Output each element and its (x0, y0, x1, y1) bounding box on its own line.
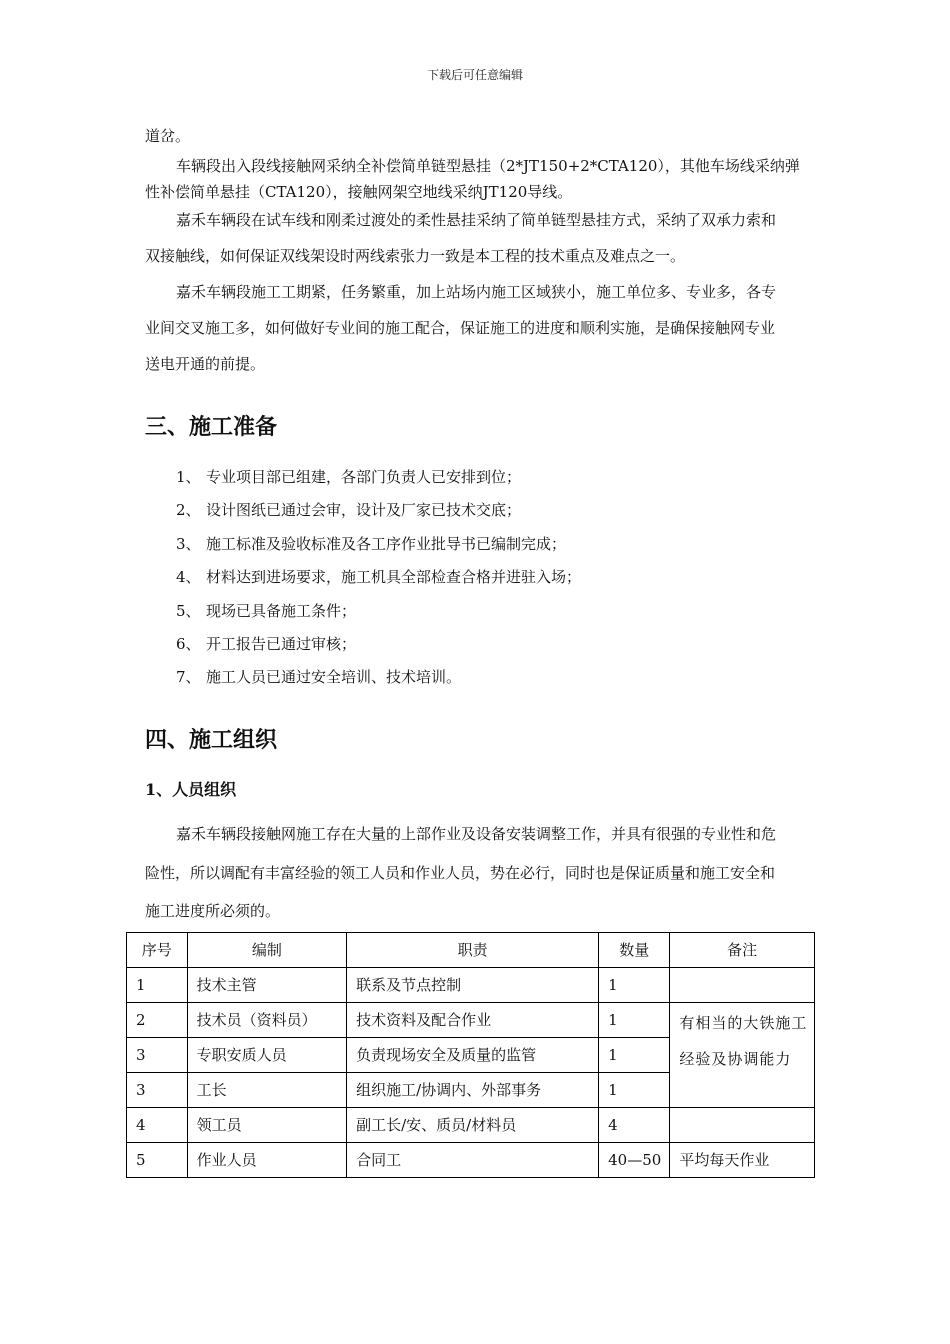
table-note-cell: 有相当的大铁施工经验及协调能力 (670, 1003, 815, 1108)
list-item (176, 570, 581, 585)
paragraph-text: 嘉禾车辆段接触网施工存在大量的上部作业及设备安装调整工作，并具有很强的专业性和危 (176, 825, 777, 843)
table-cell: 联系及节点控制 (347, 968, 599, 1003)
table-cell: 合同工 (347, 1143, 599, 1178)
list-number: 4、 (176, 568, 201, 586)
list-item (176, 604, 356, 619)
table-cell: 1 (599, 1003, 670, 1038)
table-row (127, 1143, 815, 1178)
subsection-title-staffing: 1、人员组织 (145, 780, 237, 799)
table-header-cell: 职责 (347, 933, 599, 968)
list-text: 开工报告已通过审核； (206, 635, 357, 653)
table-cell: 负责现场安全及质量的监管 (347, 1038, 599, 1073)
table-header-row (127, 933, 815, 968)
list-number: 7、 (176, 668, 201, 686)
table-cell: 技术主管 (187, 968, 347, 1003)
list-item (176, 537, 566, 552)
table-cell: 40—50 (599, 1143, 670, 1178)
list-number: 1、 (176, 468, 201, 486)
table-cell: 技术员（资料员） (187, 1003, 347, 1038)
table-cell: 3 (127, 1038, 188, 1073)
table-cell-empty (670, 1108, 815, 1143)
table-cell: 1 (599, 968, 670, 1003)
section-title-preparation: 三、施工准备 (145, 414, 278, 440)
table-row (127, 1003, 815, 1038)
paragraph-text: 险性，所以调配有丰富经验的领工人员和作业人员，势在必行，同时也是保证质量和施工安全和 (145, 864, 776, 882)
table-header-cell: 编制 (187, 933, 347, 968)
table-cell: 4 (127, 1108, 188, 1143)
paragraph-text: 施工进度所必须的。 (145, 902, 281, 920)
page-header: 下载后可任意编辑 (426, 68, 523, 82)
list-item (176, 637, 356, 652)
list-number: 5、 (176, 602, 201, 620)
table-cell: 副工长/安、质员/材料员 (347, 1108, 599, 1143)
table-header-cell: 备注 (670, 933, 815, 968)
table-row (127, 968, 815, 1003)
list-number: 6、 (176, 635, 201, 653)
list-text: 材料达到进场要求，施工机具全部检查合格并进驻入场； (206, 568, 582, 586)
list-number: 2、 (176, 501, 201, 519)
list-text: 设计图纸已通过会审，设计及厂家已技术交底； (206, 501, 522, 519)
list-number: 3、 (176, 535, 201, 553)
table-cell: 领工员 (187, 1108, 347, 1143)
table-cell: 工长 (187, 1073, 347, 1108)
table-cell: 作业人员 (187, 1143, 347, 1178)
paragraph-text: 嘉禾车辆段在试车线和刚柔过渡处的柔性悬挂采纳了简单链型悬挂方式，采纳了双承力索和 (176, 211, 777, 229)
table-header-cell: 序号 (127, 933, 188, 968)
table-cell-empty (670, 968, 815, 1003)
paragraph-text: 业间交叉施工多，如何做好专业间的施工配合，保证施工的进度和顺利实施，是确保接触网专业 (145, 319, 776, 337)
list-text: 现场已具备施工条件； (206, 602, 357, 620)
table-cell: 专职安质人员 (187, 1038, 347, 1073)
table-cell: 2 (127, 1003, 188, 1038)
table-cell: 1 (599, 1073, 670, 1108)
table-cell: 5 (127, 1143, 188, 1178)
paragraph-text: 性补偿简单悬挂（CTA120），接触网架空地线采纳JT120导线。 (145, 183, 573, 201)
table-cell: 4 (599, 1108, 670, 1143)
paragraph-text: 双接触线，如何保证双线架设时两线索张力一致是本工程的技术重点及难点之一。 (145, 247, 686, 265)
list-text: 施工标准及验收标准及各工序作业批导书已编制完成； (206, 535, 567, 553)
paragraph-text: 车辆段出入段线接触网采纳全补偿简单链型悬挂（2*JT150+2*CTA120），其他车场线采纳弹 (176, 157, 800, 175)
table-cell: 1 (599, 1038, 670, 1073)
section-title-organization: 四、施工组织 (145, 727, 278, 753)
list-text: 施工人员已通过安全培训、技术培训。 (206, 668, 462, 686)
table-cell: 1 (127, 968, 188, 1003)
list-item (176, 670, 461, 685)
list-text: 专业项目部已组建，各部门负责人已安排到位； (206, 468, 522, 486)
table-header-cell: 数量 (599, 933, 670, 968)
paragraph-text: 嘉禾车辆段施工工期紧，任务繁重，加上站场内施工区域狭小，施工单位多、专业多，各专 (176, 283, 777, 301)
table-cell: 平均每天作业 (670, 1143, 815, 1178)
table-cell: 技术资料及配合作业 (347, 1003, 599, 1038)
paragraph-text: 送电开通的前提。 (145, 355, 266, 373)
table-row (127, 1108, 815, 1143)
paragraph-text: 道岔。 (145, 127, 191, 145)
staffing-table (126, 932, 815, 1178)
list-item (176, 470, 521, 485)
table-cell: 组织施工/协调内、外部事务 (347, 1073, 599, 1108)
table-cell: 3 (127, 1073, 188, 1108)
list-item (176, 503, 521, 518)
